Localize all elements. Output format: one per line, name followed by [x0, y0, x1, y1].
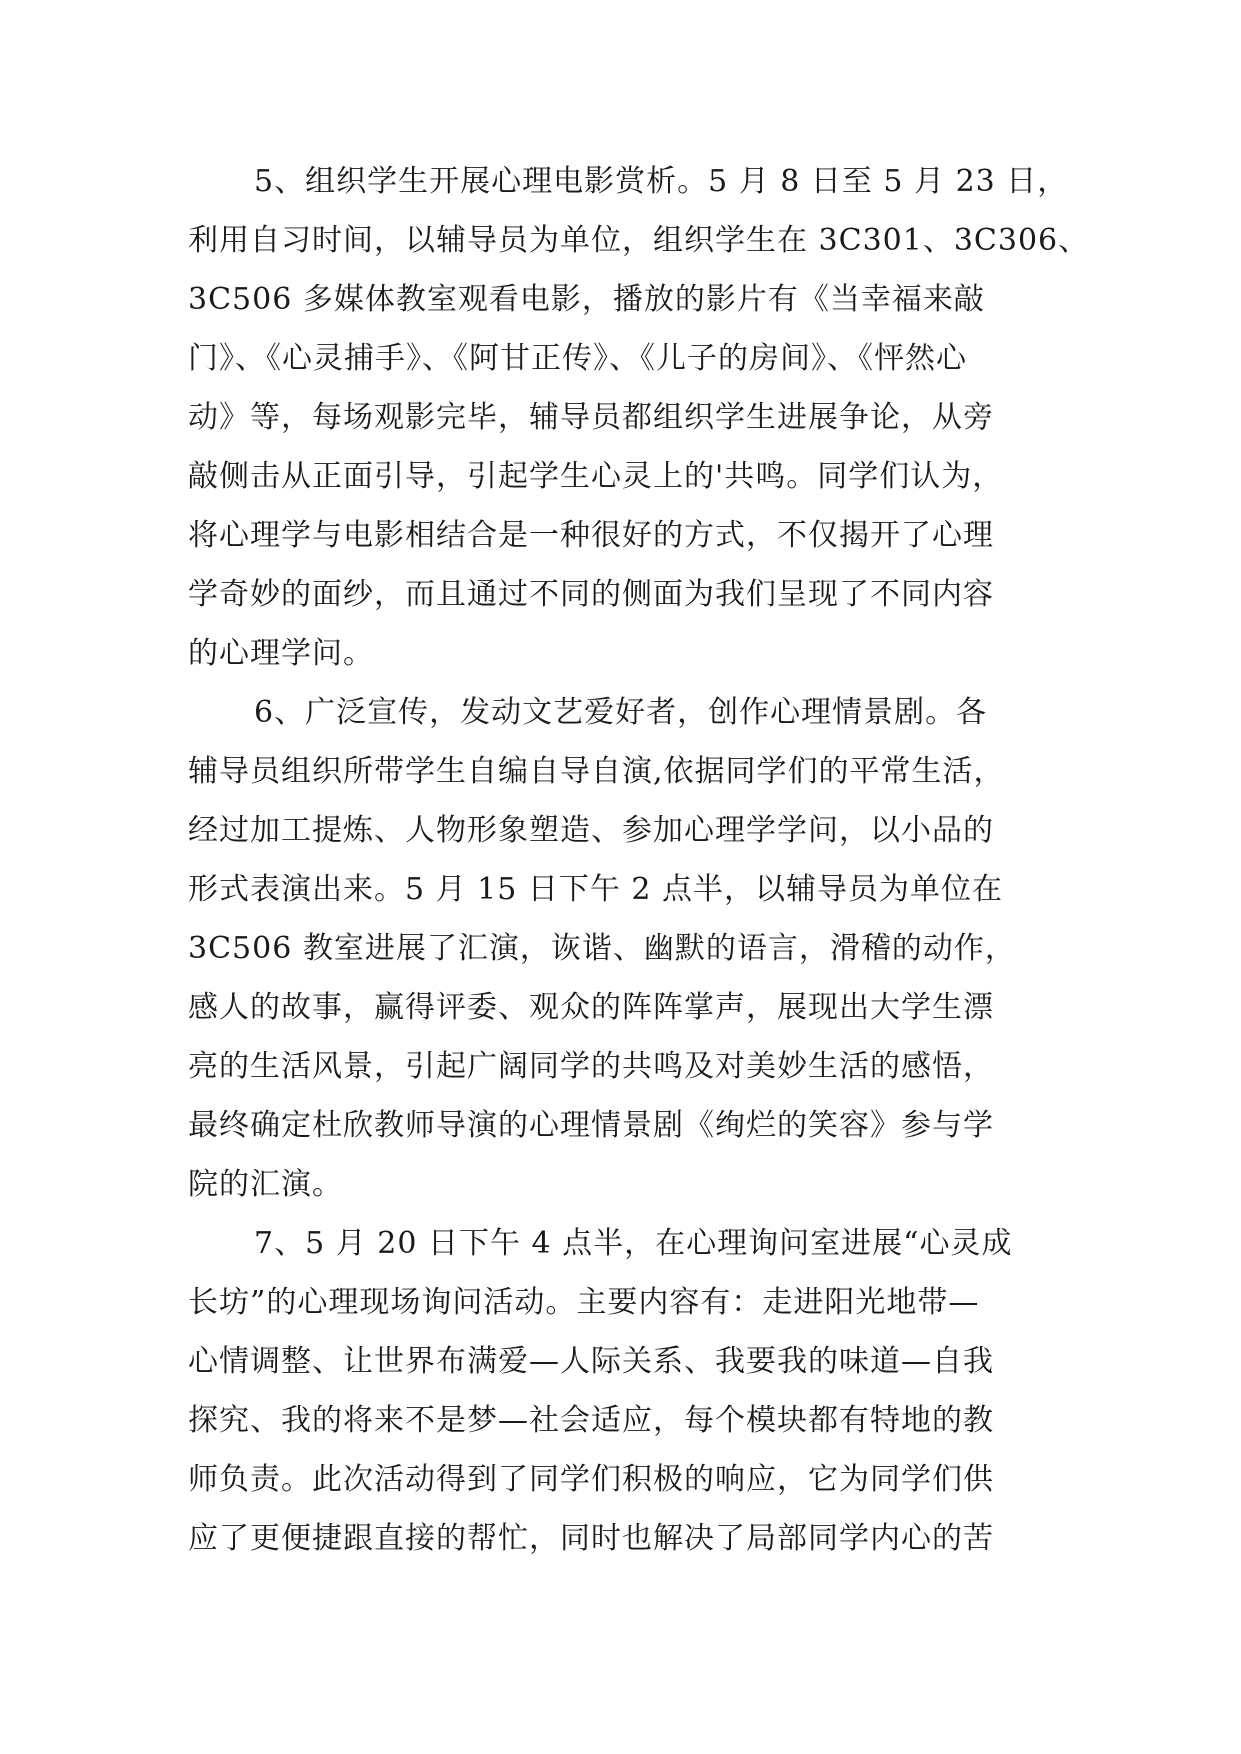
text-line: 经过加工提炼、人物形象塑造、参加心理学学问，以小品的	[188, 813, 994, 848]
text-line: 感人的故事，赢得评委、观众的阵阵掌声，展现出大学生漂	[188, 990, 994, 1025]
paragraph-7	[188, 1214, 1058, 1568]
text-line: 利用自习时间，以辅导员为单位，组织学生在 3C301、3C306、	[188, 223, 1090, 258]
text-line: 形式表演出来。5 月 15 日下午 2 点半，以辅导员为单位在	[188, 872, 1004, 907]
text-line: 门》、《心灵捕手》、《阿甘正传》、《儿子的房间》、《怦然心	[188, 341, 967, 376]
text-line: 长坊”的心理现场询问活动。主要内容有：走进阳光地带—	[188, 1285, 980, 1320]
text-line: 7、5 月 20 日下午 4 点半，在心理询问室进展“心灵成	[254, 1226, 1013, 1261]
text-line: 院的汇演。	[188, 1167, 343, 1202]
text-line: 亮的生活风景，引起广阔同学的共鸣及对美妙生活的感悟，	[188, 1049, 994, 1084]
paragraph-5	[188, 152, 1090, 683]
text-line: 探究、我的将来不是梦—社会适应，每个模块都有特地的教	[188, 1403, 994, 1438]
text-line: 5、组织学生开展心理电影赏析。5 月 8 日至 5 月 23 日，	[254, 164, 1069, 199]
text-line: 学奇妙的面纱，而且通过不同的侧面为我们呈现了不同内容	[188, 577, 994, 612]
text-line: 3C506 教室进展了汇演，诙谐、幽默的语言，滑稽的动作，	[188, 931, 1016, 966]
text-line: 最终确定杜欣教师导演的心理情景剧《绚烂的笑容》参与学	[188, 1108, 994, 1143]
text-line: 心情调整、让世界布满爱—人际关系、我要我的味道—自我	[188, 1344, 994, 1379]
text-line: 应了更便捷跟直接的帮忙，同时也解决了局部同学内心的苦	[188, 1521, 994, 1556]
text-line: 动》等，每场观影完毕，辅导员都组织学生进展争论，从旁	[188, 400, 994, 435]
paragraph-6	[188, 683, 1058, 1214]
text-line: 3C506 多媒体教室观看电影，播放的影片有《当幸福来敲	[188, 282, 985, 317]
text-line: 师负责。此次活动得到了同学们积极的响应，它为同学们供	[188, 1462, 994, 1497]
body-text	[188, 152, 1090, 1568]
text-line: 敲侧击从正面引导，引起学生心灵上的'共鸣。同学们认为，	[188, 459, 1004, 494]
text-line: 的心理学问。	[188, 636, 374, 671]
text-line: 辅导员组织所带学生自编自导自演,依据同学们的平常生活，	[188, 754, 1005, 789]
text-line: 将心理学与电影相结合是一种很好的方式，不仅揭开了心理	[188, 518, 994, 553]
text-line: 6、广泛宣传，发动文艺爱好者，创作心理情景剧。各	[254, 695, 988, 730]
